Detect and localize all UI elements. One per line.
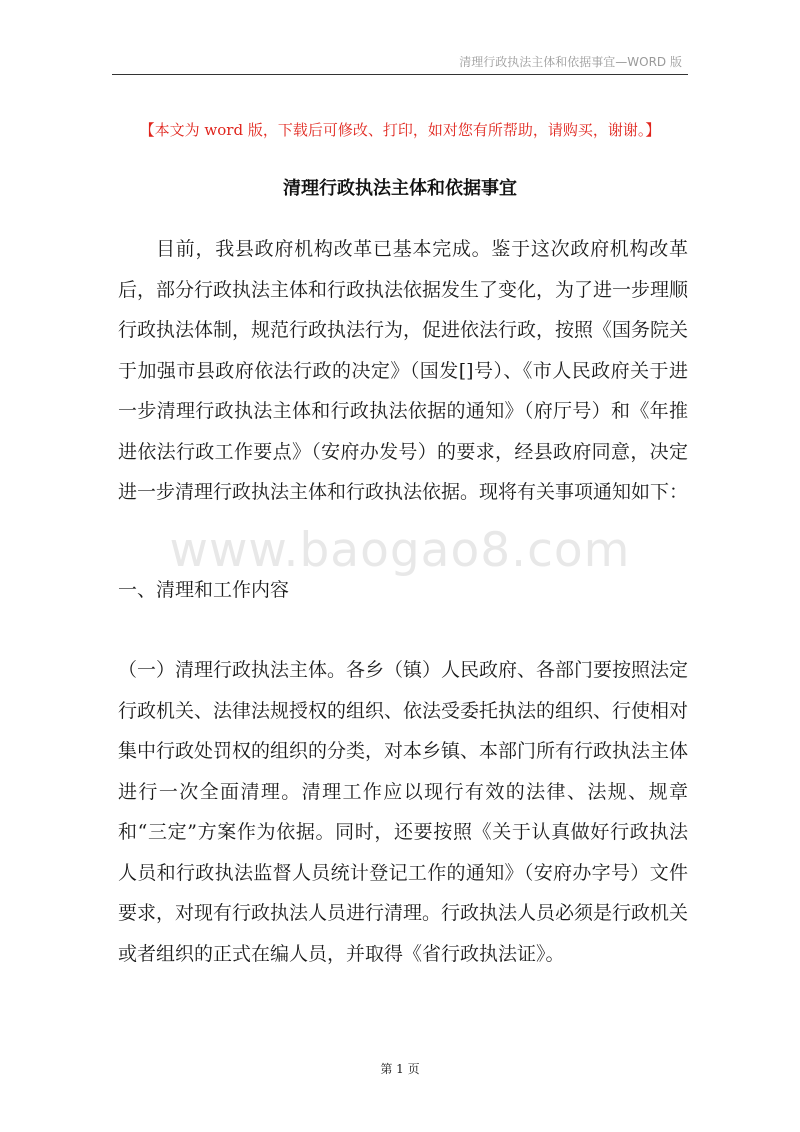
document-title: 清理行政执法主体和依据事宜: [283, 178, 517, 199]
intro-paragraph: 目前，我县政府机构改革已基本完成。鉴于这次政府机构改革后，部分行政执法主体和行政执法依据发生了变化，为了进一步理顺行政执法体制，规范行政执法行为，促进依法行政，按照《国务院关于加强市县政府依法行政的决定》（国发[]号）、《市人民政府关于进一步清理行政执法主体和行政执法依据的通知》（府厅号）和《年推进依法行政工作要点》（安府办发号）的要求，经县政府同意，决定进一步清理行政执法主体和行政执法依据。现将有关事项通知如下：: [118, 238, 689, 503]
page-number: 第 1 页: [380, 1062, 420, 1076]
header-divider: [112, 74, 688, 75]
watermark: www.baogao8.com: [169, 523, 631, 578]
download-notice: 【本文为 word 版，下载后可修改、打印，如对您有所帮助，请购买，谢谢。】: [139, 121, 661, 139]
body-paragraph: （一）清理行政执法主体。各乡（镇）人民政府、各部门要按照法定行政机关、法律法规授权的组织、依法受委托执法的组织、行使相对集中行政处罚权的组织的分类，对本乡镇、本部门所有行政执法主体进行一次全面清理。清理工作应以现行有效的法律、法规、规章和“三定”方案作为依据。同时，还要按照《关于认真做好行政执法人员和行政执法监督人员统计登记工作的通知》（安府办字号）文件要求，对现有行政执法人员进行清理。行政执法人员必须是行政机关或者组织的正式在编人员，并取得《省行政执法证》。: [118, 659, 689, 965]
section-heading: 一、清理和工作内容: [118, 579, 290, 601]
running-header: 清理行政执法主体和依据事宜—WORD 版: [459, 55, 682, 69]
